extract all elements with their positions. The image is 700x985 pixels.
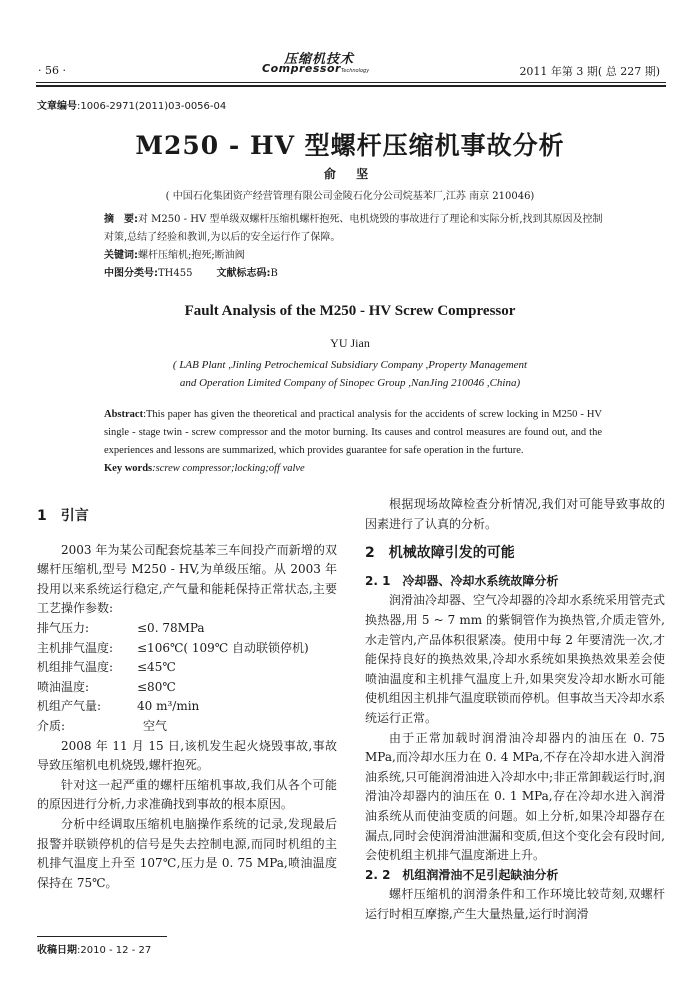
- param-key: 排气压力:: [37, 620, 90, 635]
- affiliation-en: [0, 356, 700, 392]
- abstract-cn-body: [104, 211, 604, 247]
- param-value: ≤80℃: [137, 679, 176, 694]
- doc-code-label: 文献标志码:: [216, 268, 271, 279]
- param-row: [37, 678, 337, 698]
- author-cn: 俞 坚: [323, 167, 377, 181]
- param-key: 主机排气温度:: [37, 640, 114, 655]
- keywords-en: [104, 460, 602, 478]
- abstract-en-label: Abstract: [104, 409, 144, 420]
- affiliation-en-line2: and Operation Limited Company of Sinopec Group ,NanJing 210046 ,China): [179, 377, 521, 389]
- logo-cn-text: 压缩机技术: [284, 52, 355, 67]
- section-2-1-paragraph-1: 润滑油冷却器、空气冷却器的冷却水系统采用管壳式换热器,用 5 ~ 7 mm 的紫铜管作为换热管,介质走管外,水走管内,产品体积很紧凑。使用中每 2 年要清洗一次,才能保持良好的换热效果,冷却水系统如果换热效果差会使喷油温度和主机排气温度上升,如果突发冷却水断水可能使机组因主机排气温度联锁而停机。但事故当天冷却水系统运行正常。: [365, 593, 666, 725]
- abstract-cn: [104, 211, 604, 283]
- abstract-en-body: [104, 406, 602, 460]
- received-date-label: 收稿日期: [37, 945, 77, 956]
- received-date: [37, 941, 151, 956]
- author-en: YU Jian: [330, 336, 370, 350]
- left-column: [37, 495, 337, 893]
- right-paragraph-intro: 根据现场故障检查分析情况,我们对可能导致事故的因素进行了认真的分析。: [365, 497, 665, 531]
- param-value: ≤106℃( 109℃ 自动联锁停机): [137, 640, 309, 655]
- abstract-cn-text: 对 M250 - HV 型单级双螺杆压缩机螺杆抱死、电机烧毁的事故进行了理论和实际分析,找到其原因及控制对策,总结了经验和教训,为以后的安全运行作了保障。: [104, 214, 603, 243]
- received-date-value: :2010 - 12 - 27: [77, 945, 152, 956]
- param-row: [37, 639, 337, 659]
- section-1-paragraph-3: 针对这一起严重的螺杆压缩机事故,我们从各个可能的原因进行分析,力求准确找到事故的根本原因。: [37, 777, 337, 812]
- article-number-value: :1006-2971(2011)03-0056-04: [77, 101, 227, 112]
- param-value: 40 m³/min: [137, 699, 200, 714]
- param-value: ≤45℃: [137, 660, 176, 675]
- keywords-cn-label: 关键词:: [104, 250, 138, 261]
- param-row: [37, 658, 337, 678]
- abstract-en: [104, 406, 602, 478]
- section-2-2-paragraph-1: 螺杆压缩机的润滑条件和工作环境比较苛刻,双螺杆运行时相互摩擦,产生大量热量,运行时润滑: [365, 887, 665, 921]
- section-2-heading: 2 机械故障引发的可能: [365, 545, 515, 562]
- param-key: 喷油温度:: [37, 679, 90, 694]
- header-rule-thick: [36, 85, 666, 87]
- article-number-label: 文章编号: [37, 101, 77, 112]
- param-row: [37, 619, 337, 639]
- logo-en-text: [262, 62, 369, 75]
- param-value: 空气: [143, 718, 168, 733]
- param-row: [37, 697, 337, 717]
- page-number: · 56 ·: [38, 64, 66, 77]
- logo-tech-word: Technology: [340, 68, 370, 74]
- keywords-en-label: Key words: [104, 463, 153, 474]
- clc-label: 中图分类号:: [104, 268, 158, 279]
- affiliation-cn: ( 中国石化集团资产经营管理有限公司金陵石化分公司烷基苯厂,江苏 南京 210046): [165, 191, 535, 202]
- section-2-1-paragraph-2: 由于正常加载时润滑油冷却器内的油压在 0. 75 MPa,而冷却水压力在 0. 4 MPa,不存在冷却水进入润滑油系统,只可能润滑油进入冷却水中;非正常卸载运行时,润滑油冷却器内的油压在 0. 1 MPa,存在冷却水进入润滑油系统从而使油变质的问题。如上分析,如果冷却器存在漏点,同时会使润滑油泄漏和变质,但这个变化会有段时间,会使机组主机排气温度渐进上升。: [365, 730, 665, 863]
- section-2-2-heading: 2. 2 机组润滑油不足引起缺油分析: [365, 867, 559, 882]
- section-1-paragraph-1: 2003 年为某公司配套烷基苯三车间投产而新增的双螺杆压缩机,型号 M250 - HV,为单级压缩。从 2003 年投用以来系统运行稳定,产气量和能耗保持正常状态,主要工艺操作参数:: [37, 542, 337, 616]
- param-row: [37, 717, 337, 737]
- clc-value: TH455: [158, 268, 193, 279]
- title-cn: M250 - HV 型螺杆压缩机事故分析: [135, 131, 565, 160]
- right-column: [365, 495, 665, 924]
- keywords-cn: [104, 247, 604, 265]
- param-key: 介质:: [37, 718, 66, 733]
- param-key: 机组排气温度:: [37, 660, 114, 675]
- issue-info: 2011 年第 3 期( 总 227 期): [519, 65, 660, 78]
- param-key: 机组产气量:: [37, 699, 102, 714]
- param-value: ≤0. 78MPa: [137, 620, 205, 635]
- classification-line: [104, 265, 604, 283]
- abstract-cn-label: 摘 要:: [104, 214, 138, 225]
- section-2-1-heading: 2. 1 冷却器、冷却水系统故障分析: [365, 573, 559, 588]
- title-en: Fault Analysis of the M250 - HV Screw Compressor: [184, 303, 516, 319]
- article-number: [37, 97, 226, 112]
- section-1-paragraph-2: 2008 年 11 月 15 日,该机发生起火烧毁事故,事故导致压缩机电机烧毁,螺杆抱死。: [37, 738, 337, 773]
- footer-rule: [37, 936, 167, 937]
- abstract-en-text: :This paper has given the theoretical and practical analysis for the accidents of screw locking in M250 - HV single - stage twin - screw compressor and the motor burning. Its causes and control measures are found out, and the experiences and lessons are summarized, which provides guarantee for safe operation in the furture.: [104, 409, 602, 456]
- section-1-heading: 1 引言: [37, 508, 89, 524]
- doc-code-value: B: [270, 268, 278, 279]
- affiliation-en-line1: ( LAB Plant ,Jinling Petrochemical Subsidiary Company ,Property Management: [172, 359, 528, 371]
- keywords-cn-text: 螺杆压缩机;抱死;断油阀: [138, 250, 245, 261]
- section-1-paragraph-4: 分析中经调取压缩机电脑操作系统的记录,发现最后报警并联锁停机的信号是失去控制电源,而同时机组的主机排气温度上升至 107℃,压力是 0. 75 MPa,喷油温度保持在 75℃。: [37, 816, 337, 890]
- logo-en-word: Compressor: [262, 62, 341, 75]
- header-rule: [36, 82, 666, 83]
- keywords-en-text: :screw compressor;locking;off valve: [152, 463, 305, 474]
- journal-logo: [262, 48, 382, 76]
